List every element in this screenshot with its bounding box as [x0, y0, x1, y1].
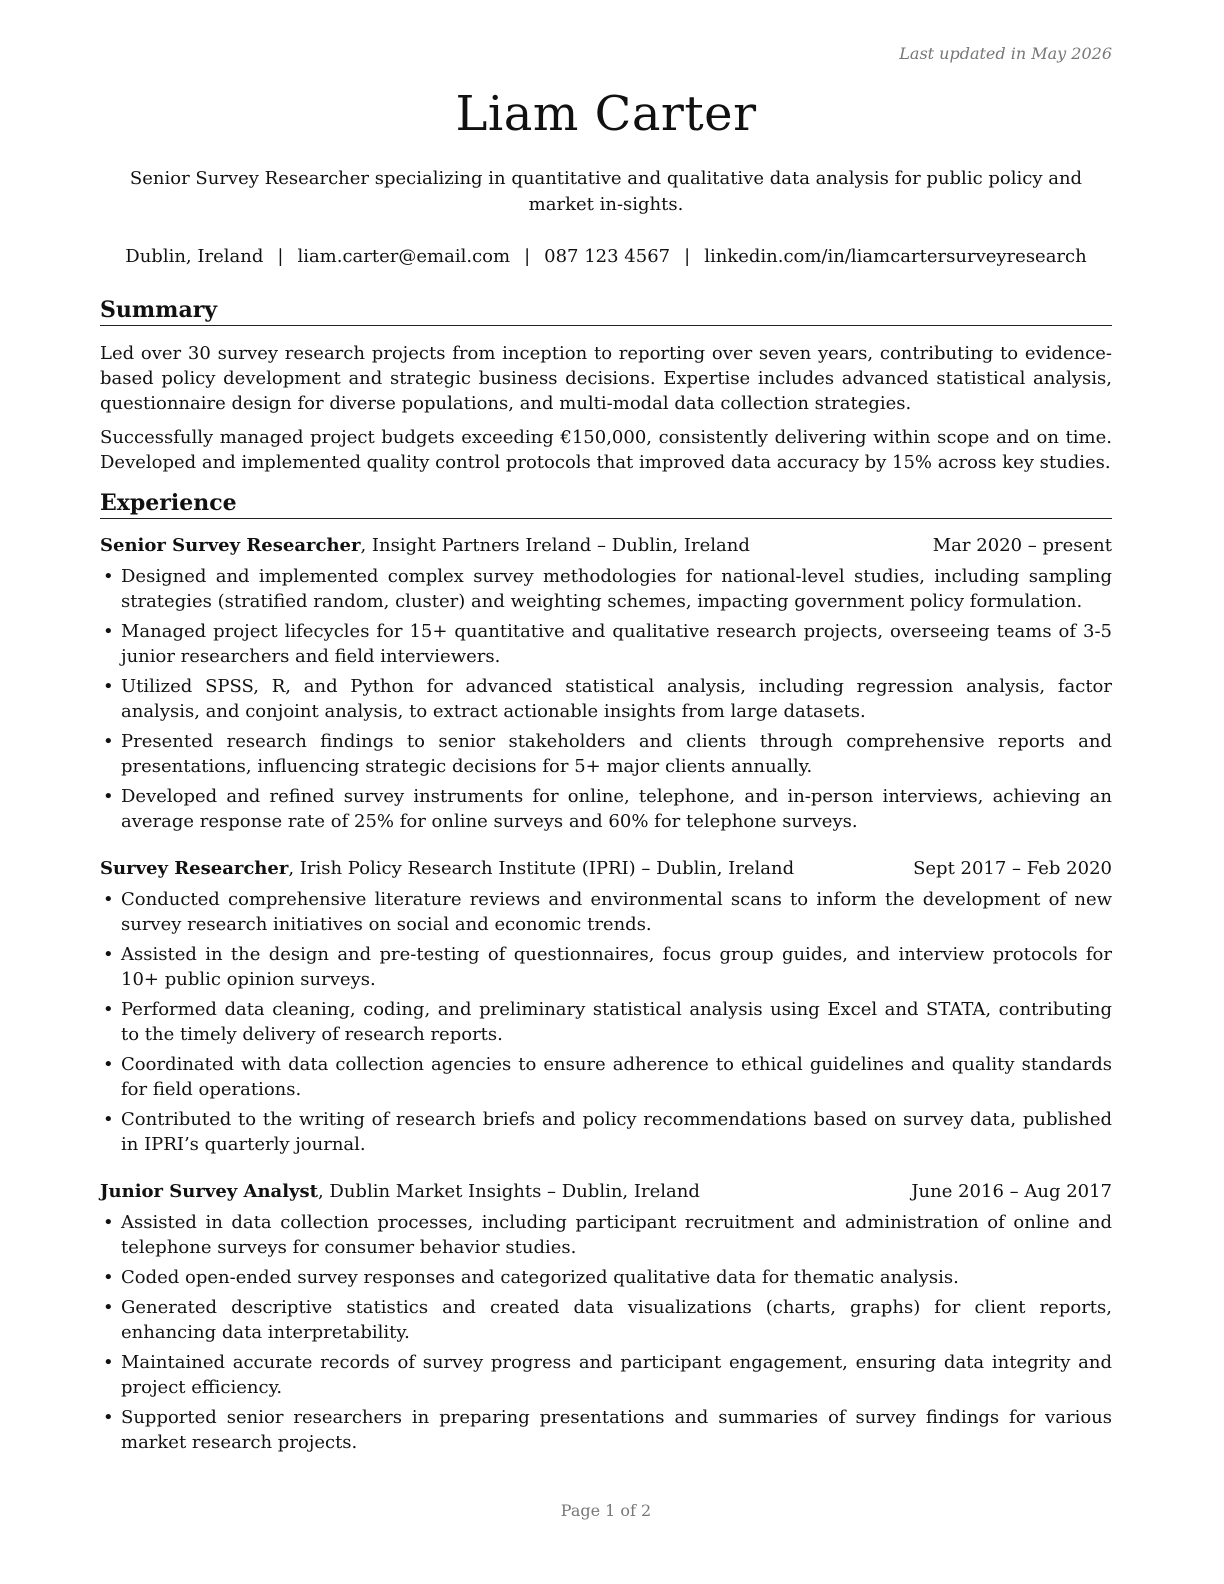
bullet-dot-icon: •: [103, 731, 114, 752]
resume-page: [100, 0, 1112, 1584]
job-title: Senior Survey Researcher: [100, 535, 361, 556]
bullet-dot-icon: •: [103, 889, 114, 910]
job-header: [100, 534, 1112, 558]
contact-location: Dublin, Ireland: [125, 246, 264, 267]
bullet-text: Generated descriptive statistics and created data visualizations (charts, graphs) for client reports, enhancing data interpretability.: [121, 1297, 1112, 1343]
job-title: Survey Researcher: [100, 858, 289, 879]
bullet-item: [100, 564, 1112, 614]
bullet-dot-icon: •: [103, 1054, 114, 1075]
job-header: [100, 857, 1112, 881]
job-organization: , Dublin Market Insights – Dublin, Ireland: [317, 1181, 700, 1202]
bullet-item: [100, 674, 1112, 724]
tagline: Senior Survey Researcher specializing in quantitative and qualitative data analysis for public policy and market in-sights.: [129, 168, 1083, 215]
job-bullets: [100, 564, 1112, 839]
bullet-item: [100, 1405, 1112, 1455]
bullet-item: [100, 784, 1112, 834]
contact-phone: 087 123 4567: [544, 246, 671, 267]
contact-separator: |: [524, 246, 531, 267]
bullet-text: Utilized SPSS, R, and Python for advanced statistical analysis, including regression analysis, factor analysis, and conjoint analysis, to extract actionable insights from large datasets.: [121, 676, 1112, 722]
contact-separator: |: [277, 246, 284, 267]
bullet-text: Presented research findings to senior stakeholders and clients through comprehensive reports and presentations, influencing strategic decisions for 5+ major clients annually.: [121, 731, 1112, 777]
candidate-name: Liam Carter: [455, 86, 757, 142]
bullet-item: [100, 1265, 1112, 1290]
bullet-item: [100, 942, 1112, 992]
bullet-item: [100, 997, 1112, 1047]
bullet-item: [100, 729, 1112, 779]
bullet-text: Performed data cleaning, coding, and preliminary statistical analysis using Excel and STATA, contributing to the timely delivery of research reports.: [121, 999, 1112, 1045]
bullet-item: [100, 1210, 1112, 1260]
bullet-item: [100, 887, 1112, 937]
job-organization: , Irish Policy Research Institute (IPRI) – Dublin, Ireland: [288, 858, 795, 879]
bullet-item: [100, 1350, 1112, 1400]
bullet-text: Assisted in the design and pre-testing of questionnaires, focus group guides, and interview protocols for 10+ public opinion surveys.: [121, 944, 1112, 990]
bullet-text: Conducted comprehensive literature reviews and environmental scans to inform the development of new survey research initiatives on social and economic trends.: [121, 889, 1112, 935]
bullet-dot-icon: •: [103, 1297, 114, 1318]
bullet-dot-icon: •: [103, 1109, 114, 1130]
bullet-text: Contributed to the writing of research briefs and policy recommendations based on survey data, published in IPRI’s quarterly journal.: [121, 1109, 1112, 1155]
bullet-text: Coordinated with data collection agencies to ensure adherence to ethical guidelines and quality standards for field operations.: [121, 1054, 1112, 1100]
bullet-dot-icon: •: [103, 676, 114, 697]
bullet-dot-icon: •: [103, 1407, 114, 1428]
bullet-text: Assisted in data collection processes, including participant recruitment and administration of online and telephone surveys for consumer behavior studies.: [121, 1212, 1112, 1258]
job-bullets: [100, 887, 1112, 1162]
bullet-text: Supported senior researchers in preparing presentations and summaries of survey findings for various market research projects.: [121, 1407, 1112, 1453]
bullet-item: [100, 1107, 1112, 1157]
bullet-text: Developed and refined survey instruments for online, telephone, and in-person interviews, achieving an average response rate of 25% for online surveys and 60% for telephone surveys.: [121, 786, 1112, 832]
job-bullets: [100, 1210, 1112, 1460]
job-dates: Mar 2020 – present: [932, 535, 1112, 556]
page-number: Page 1 of 2: [560, 1501, 652, 1520]
contact-separator: |: [684, 246, 691, 267]
contact-email[interactable]: liam.carter@email.com: [297, 246, 511, 267]
contact-linkedin[interactable]: linkedin.com/in/liamcartersurveyresearch: [704, 246, 1087, 267]
job-organization: , Insight Partners Ireland – Dublin, Ireland: [360, 535, 750, 556]
job-dates: June 2016 – Aug 2017: [911, 1181, 1112, 1202]
bullet-dot-icon: •: [103, 621, 114, 642]
contact-line: [100, 244, 1112, 270]
summary-paragraph: Led over 30 survey research projects from inception to reporting over seven years, contributing to evidence-based policy development and strategic business decisions. Expertise includes advanced statistical analysis, questionnaire design for diverse populations, and multi-modal data collection strategies.: [100, 343, 1112, 414]
bullet-text: Maintained accurate records of survey progress and participant engagement, ensuring data integrity and project efficiency.: [121, 1352, 1112, 1398]
bullet-dot-icon: •: [103, 1212, 114, 1233]
summary-paragraph: Successfully managed project budgets exceeding €150,000, consistently delivering within scope and on time. Developed and implemented quality control protocols that improved data accuracy by 15% across key studies.: [100, 427, 1112, 473]
bullet-dot-icon: •: [103, 999, 114, 1020]
bullet-dot-icon: •: [103, 786, 114, 807]
bullet-item: [100, 619, 1112, 669]
job-header: [100, 1180, 1112, 1204]
bullet-dot-icon: •: [103, 1267, 114, 1288]
bullet-text: Managed project lifecycles for 15+ quantitative and qualitative research projects, overseeing teams of 3-5 junior researchers and field interviewers.: [121, 621, 1112, 667]
job-dates: Sept 2017 – Feb 2020: [913, 858, 1112, 879]
experience-heading: Experience: [100, 490, 1112, 519]
bullet-item: [100, 1295, 1112, 1345]
bullet-dot-icon: •: [103, 1352, 114, 1373]
bullet-dot-icon: •: [103, 944, 114, 965]
bullet-text: Coded open-ended survey responses and categorized qualitative data for thematic analysis.: [121, 1267, 959, 1288]
bullet-text: Designed and implemented complex survey methodologies for national-level studies, including sampling strategies (stratified random, cluster) and weighting schemes, impacting government policy formulation.: [121, 566, 1112, 612]
job-title: Junior Survey Analyst: [100, 1181, 318, 1202]
summary-heading: Summary: [100, 297, 1112, 326]
bullet-item: [100, 1052, 1112, 1102]
bullet-dot-icon: •: [103, 566, 114, 587]
last-updated-note: Last updated in May 2026: [899, 44, 1112, 63]
